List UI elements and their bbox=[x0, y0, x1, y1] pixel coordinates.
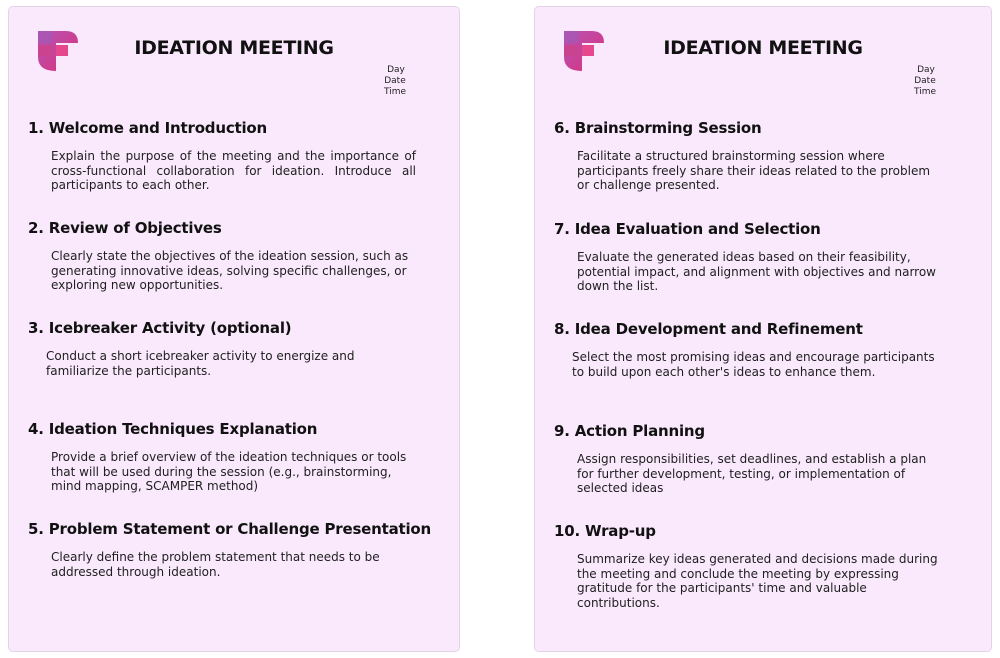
agenda-item-heading: 3. Icebreaker Activity (optional) bbox=[28, 319, 292, 337]
agenda-item-body: Provide a brief overview of the ideation techniques or tools that will be used during the session (e.g., brainstorming, mind mapping, SCAMPER method) bbox=[51, 450, 407, 493]
agenda-item-heading: 10. Wrap-up bbox=[554, 522, 656, 540]
agenda-item bbox=[554, 320, 971, 379]
agenda-item-body: Explain the purpose of the meeting and the importance of cross-functional collaboration for ideation. Introduce all participants to each other. bbox=[51, 149, 416, 192]
agenda-item-body: Clearly define the problem statement that needs to be addressed through ideation. bbox=[51, 550, 380, 579]
agenda-item bbox=[28, 319, 439, 378]
agenda-item-body: Summarize key ideas generated and decisions made during the meeting and conclude the meeting by expressing gratitude for the participants' time and valuable contributions. bbox=[577, 552, 938, 610]
agenda-item-body: Assign responsibilities, set deadlines, and establish a plan for further development, testing, or implementation of selected ideas bbox=[577, 452, 927, 495]
agenda-item-body: Conduct a short icebreaker activity to energize and familiarize the participants. bbox=[46, 349, 355, 378]
page-title: IDEATION MEETING bbox=[663, 37, 863, 59]
agenda-item-heading: 4. Ideation Techniques Explanation bbox=[28, 420, 318, 438]
meta-day: Day bbox=[917, 65, 935, 75]
agenda-page-right bbox=[534, 6, 992, 652]
agenda-item-body: Facilitate a structured brainstorming session where participants freely share their ideas related to the problem or challenge presented. bbox=[577, 149, 931, 192]
agenda-item-heading: 7. Idea Evaluation and Selection bbox=[554, 220, 821, 238]
agenda-item-body: Select the most promising ideas and encourage participants to build upon each other's ideas to enhance them. bbox=[572, 350, 935, 379]
agenda-item-heading: 2. Review of Objectives bbox=[28, 219, 222, 237]
agenda-item bbox=[554, 119, 971, 193]
meta-time: Time bbox=[383, 87, 407, 97]
meta-time: Time bbox=[913, 87, 937, 97]
agenda-item-heading: 5. Problem Statement or Challenge Presentation bbox=[28, 520, 432, 538]
meta-date: Date bbox=[384, 76, 406, 86]
agenda-item bbox=[28, 119, 439, 193]
agenda-item bbox=[28, 420, 439, 494]
meta-date: Date bbox=[914, 76, 936, 86]
agenda-item bbox=[28, 219, 439, 293]
agenda-item bbox=[554, 220, 971, 294]
agenda-item-heading: 8. Idea Development and Refinement bbox=[554, 320, 863, 338]
agenda-item-heading: 1. Welcome and Introduction bbox=[28, 119, 268, 137]
meta-day: Day bbox=[387, 65, 405, 75]
agenda-item-body: Evaluate the generated ideas based on their feasibility, potential impact, and alignment with objectives and narrow down the list. bbox=[577, 250, 936, 293]
agenda-item bbox=[28, 520, 439, 579]
page-title: IDEATION MEETING bbox=[134, 37, 334, 59]
agenda-item-heading: 6. Brainstorming Session bbox=[554, 119, 762, 137]
agenda-item-body: Clearly state the objectives of the ideation session, such as generating innovative ideas, solving specific challenges, or exploring new opportunities. bbox=[51, 249, 409, 292]
agenda-item-heading: 9. Action Planning bbox=[554, 422, 705, 440]
agenda-item bbox=[554, 522, 971, 610]
agenda-page-left bbox=[8, 6, 460, 652]
agenda-item bbox=[554, 422, 971, 496]
